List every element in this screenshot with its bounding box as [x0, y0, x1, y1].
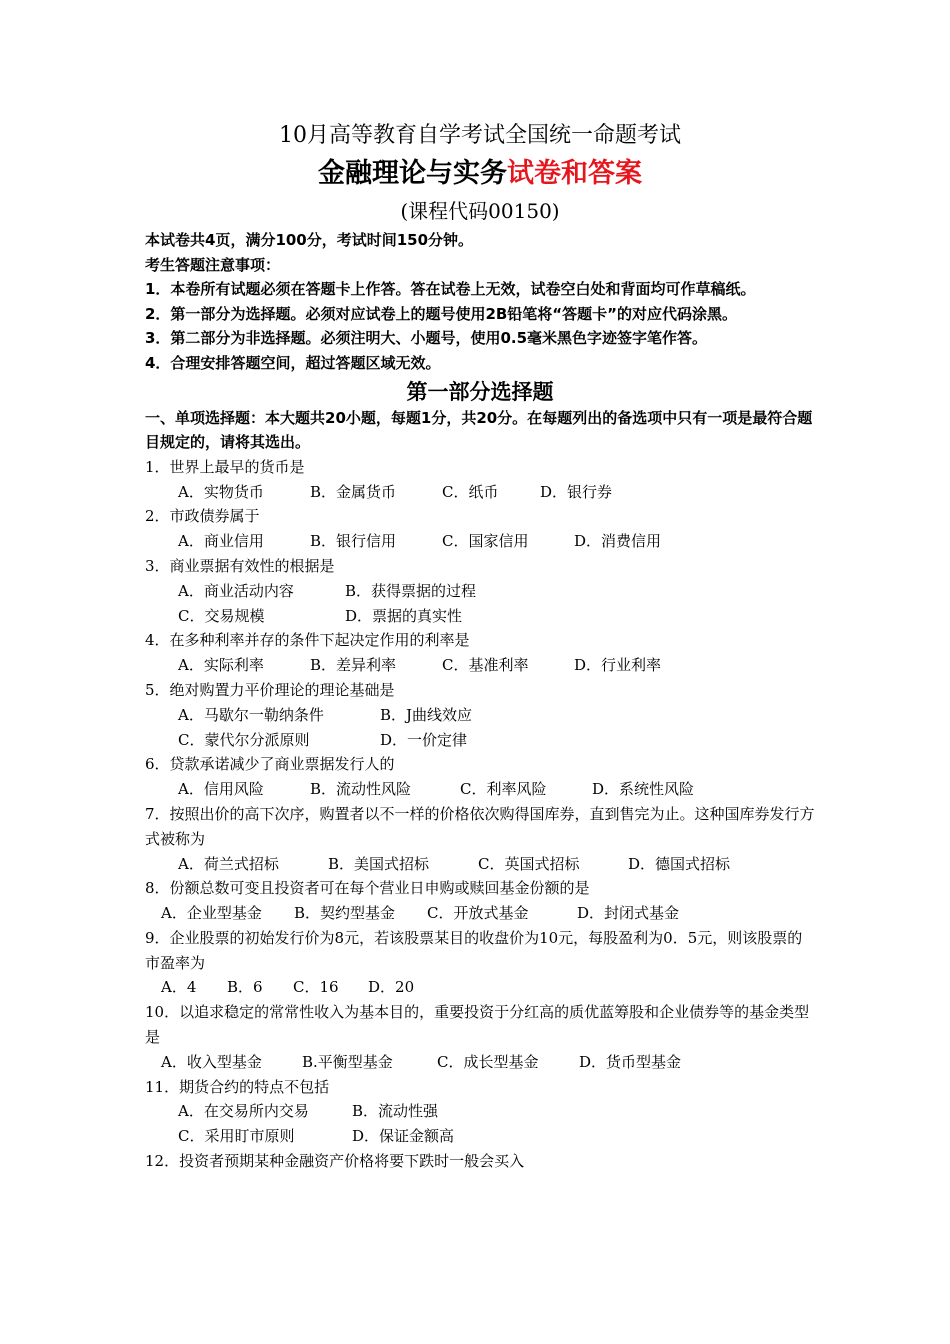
- option: A．商业活动内容: [178, 581, 294, 600]
- note-item: 4．合理安排答题空间，超过答题区域无效。: [145, 353, 441, 372]
- option: C．开放式基金: [427, 904, 529, 923]
- option: B．6: [227, 978, 263, 997]
- option: C．国家信用: [442, 532, 529, 551]
- option: D．德国式招标: [628, 854, 731, 873]
- option: A．信用风险: [178, 780, 264, 799]
- exam-intro: 本试卷共4页，满分100分，考试时间150分钟。: [145, 231, 474, 249]
- option: B．银行信用: [310, 532, 397, 551]
- question-options: [145, 777, 815, 802]
- option: D．保证金额高: [352, 1127, 455, 1146]
- option: C．蒙代尔分派原则: [178, 730, 310, 749]
- option: B．流动性强: [352, 1102, 439, 1121]
- option: B．获得票据的过程: [345, 581, 477, 600]
- question: 4．在多种利率并存的条件下起决定作用的利率是: [145, 631, 470, 650]
- question-options: [145, 1124, 815, 1149]
- note-item: 1．本卷所有试题必须在答题卡上作答。答在试卷上无效，试卷空白处和背面均可作草稿纸。: [145, 280, 756, 299]
- part1-instruction: 一、单项选择题：本大题共20小题，每题1分，共20分。在每题列出的备选项中只有一项是最符合题目规定的，请将其选出。: [145, 408, 813, 452]
- option: A．实际利率: [178, 656, 264, 675]
- question-options: [145, 975, 815, 1000]
- option: D．消费信用: [574, 532, 662, 551]
- option: C．纸币: [442, 482, 499, 501]
- question: 2．市政债券属于: [145, 507, 260, 526]
- question-options: [145, 1099, 815, 1124]
- question-options: [145, 852, 815, 877]
- question: 8．份额总数可变且投资者可在每个营业日申购或赎回基金份额的是: [145, 879, 590, 898]
- option: B．J曲线效应: [380, 705, 473, 724]
- option: C．成长型基金: [437, 1052, 539, 1071]
- option: D．行业利率: [574, 656, 662, 675]
- option: D．系统性风险: [592, 780, 695, 799]
- option: C．交易规模: [178, 606, 265, 625]
- option: D．一价定律: [380, 730, 468, 749]
- option: B．差异利率: [310, 656, 397, 675]
- exam-header-line: 10月高等教育自学考试全国统一命题考试: [279, 123, 681, 148]
- option: D．20: [368, 978, 415, 997]
- exam-title-black: 金融理论与实务: [318, 158, 507, 189]
- option: C．16: [293, 978, 339, 997]
- question: 12．投资者预期某种金融资产价格将要下跌时一般会买入: [145, 1152, 525, 1171]
- option: A．马歇尔一勒纳条件: [178, 705, 324, 724]
- option: C．英国式招标: [478, 854, 580, 873]
- question-options: [145, 703, 815, 728]
- option: C．基准利率: [442, 656, 529, 675]
- option: B.平衡型基金: [302, 1052, 393, 1071]
- note-item: 3．第二部分为非选择题。必须注明大、小题号，使用0.5毫米黑色字迹签字笔作答。: [145, 329, 708, 348]
- option: D．银行券: [540, 482, 613, 501]
- option: B．流动性风险: [310, 780, 412, 799]
- question: 5．绝对购置力平价理论的理论基础是: [145, 680, 395, 699]
- option: D．封闭式基金: [577, 904, 680, 923]
- question: 1．世界上最早的货币是: [145, 457, 305, 476]
- option: A．在交易所内交易: [178, 1102, 309, 1121]
- question: 11．期货合约的特点不包括: [145, 1077, 330, 1096]
- question-options: [145, 579, 815, 604]
- question: 7．按照出价的高下次序，购置者以不一样的价格依次购得国库券，直到售完为止。这种国库券发行方式被称为: [145, 804, 815, 848]
- question: 3．商业票据有效性的根据是: [145, 556, 335, 575]
- option: C．采用盯市原则: [178, 1127, 295, 1146]
- question-options: [145, 653, 815, 678]
- question: 6．贷款承诺减少了商业票据发行人的: [145, 755, 395, 774]
- question-options: [145, 529, 815, 554]
- option: B．契约型基金: [294, 904, 396, 923]
- question: 10．以追求稳定的常常性收入为基本目的，重要投资于分红高的质优蓝筹股和企业债券等的基金类型是: [145, 1003, 810, 1047]
- option: A．收入型基金: [161, 1052, 262, 1071]
- notes-heading: 考生答题注意事项：: [145, 255, 281, 274]
- note-item: 2．第一部分为选择题。必须对应试卷上的题号使用2B铅笔将“答题卡”的对应代码涂黑。: [145, 304, 738, 323]
- exam-title: [145, 154, 815, 194]
- exam-page: [145, 118, 815, 1174]
- question: 9．企业股票的初始发行价为8元，若该股票某目的收盘价为10元，每股盈利为0．5元，则该股票的市盈率为: [145, 928, 803, 972]
- option: B．美国式招标: [328, 854, 430, 873]
- option: A．商业信用: [178, 532, 264, 551]
- option: B．金属货币: [310, 482, 397, 501]
- option: A．4: [161, 978, 197, 997]
- part1-title: 第一部分选择题: [406, 379, 554, 404]
- course-code: (课程代码00150): [400, 199, 560, 223]
- option: D．票据的真实性: [345, 606, 463, 625]
- option: D．货币型基金: [579, 1052, 682, 1071]
- question-options: [145, 1050, 815, 1075]
- option: C．利率风险: [460, 780, 547, 799]
- option: A．荷兰式招标: [178, 854, 279, 873]
- option: A．企业型基金: [161, 904, 262, 923]
- question-options: [145, 901, 815, 926]
- question-options: [145, 604, 815, 629]
- option: A．实物货币: [178, 482, 264, 501]
- question-options: [145, 480, 815, 505]
- question-options: [145, 728, 815, 753]
- exam-title-red: 试卷和答案: [507, 158, 642, 189]
